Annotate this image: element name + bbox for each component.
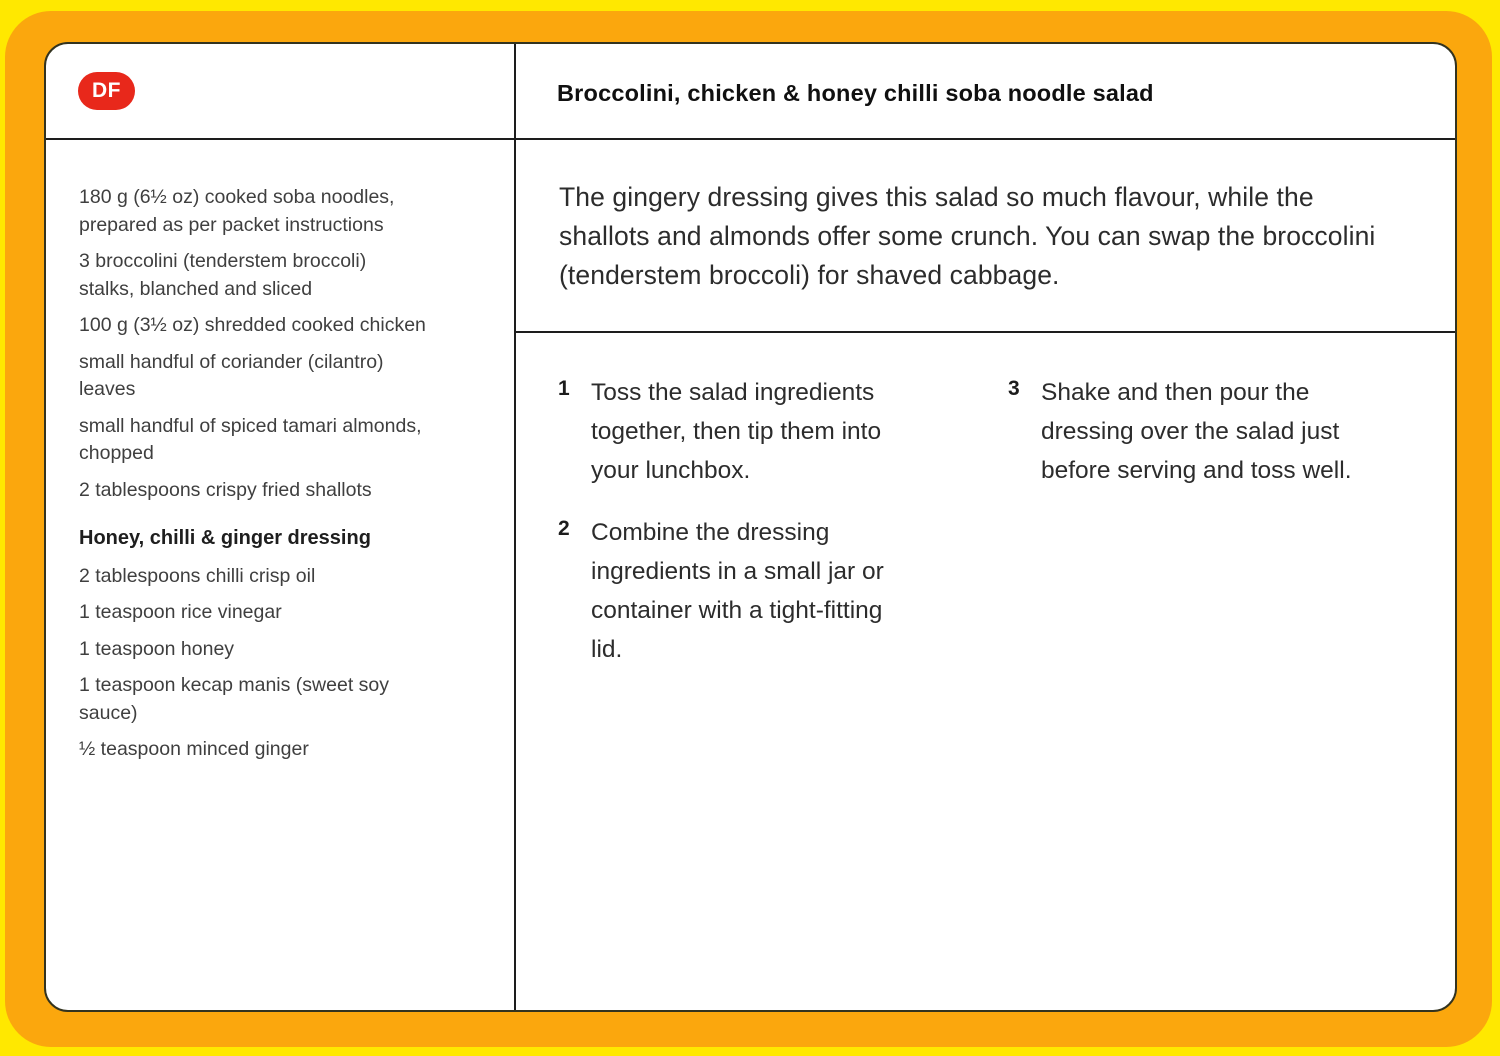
dressing-ingredient-item: 1 teaspoon honey: [79, 637, 235, 660]
ingredient-item: small handful of spiced tamari almonds, chopped: [79, 414, 422, 464]
dietary-badge-df: DF: [78, 72, 135, 110]
header-badge-cell: [46, 44, 516, 140]
dressing-heading: Honey, chilli & ginger dressing: [79, 527, 371, 549]
ingredients-list: [79, 184, 426, 764]
ingredient-item: 3 broccolini (tenderstem broccoli) stalks, blanched and sliced: [79, 250, 367, 300]
method-step: [558, 513, 1008, 669]
dressing-ingredient-item: 2 tablespoons chilli crisp oil: [79, 564, 316, 587]
dressing-ingredients: [79, 563, 426, 764]
recipe-description: The gingery dressing gives this salad so much flavour, while the shallots and almonds offer some crunch. You can swap the broccolini (tenderstem broccoli) for shaved cabbage.: [559, 182, 1376, 290]
steps-column-left: [558, 373, 1008, 692]
method-step: [558, 373, 1008, 490]
salad-ingredients: [79, 184, 426, 504]
step-number: 3: [1008, 377, 1020, 400]
header-title-cell: [516, 44, 1457, 140]
recipe-card: [44, 42, 1457, 1012]
step-text: Combine the dressing ingredients in a small jar or container with a tight-fitting lid.: [591, 519, 884, 663]
dressing-ingredient-item: 1 teaspoon kecap manis (sweet soy sauce): [79, 674, 390, 724]
recipe-body: [516, 140, 1457, 1010]
dressing-ingredient-item: 1 teaspoon rice vinegar: [79, 601, 282, 623]
description-box: [516, 140, 1457, 333]
ingredient-item: 100 g (3½ oz) shredded cooked chicken: [79, 314, 426, 336]
ingredient-item: small handful of coriander (cilantro) leaves: [79, 350, 384, 400]
dressing-ingredient-item: ½ teaspoon minced ginger: [79, 738, 309, 760]
ingredient-item: 2 tablespoons crispy fried shallots: [79, 478, 372, 501]
step-number: 2: [558, 517, 570, 540]
steps-column-right: [1008, 373, 1457, 692]
method-steps: [516, 333, 1457, 692]
step-text: Shake and then pour the dressing over the salad just before serving and toss well.: [1041, 379, 1352, 484]
recipe-title: Broccolini, chicken & honey chilli soba noodle salad: [557, 79, 1154, 106]
step-text: Toss the salad ingredients together, then tip them into your lunchbox.: [591, 379, 882, 484]
ingredients-panel: [46, 140, 516, 1010]
method-step: [1008, 373, 1457, 490]
ingredient-item: 180 g (6½ oz) cooked soba noodles, prepared as per packet instructions: [79, 186, 395, 236]
step-number: 1: [558, 377, 570, 400]
